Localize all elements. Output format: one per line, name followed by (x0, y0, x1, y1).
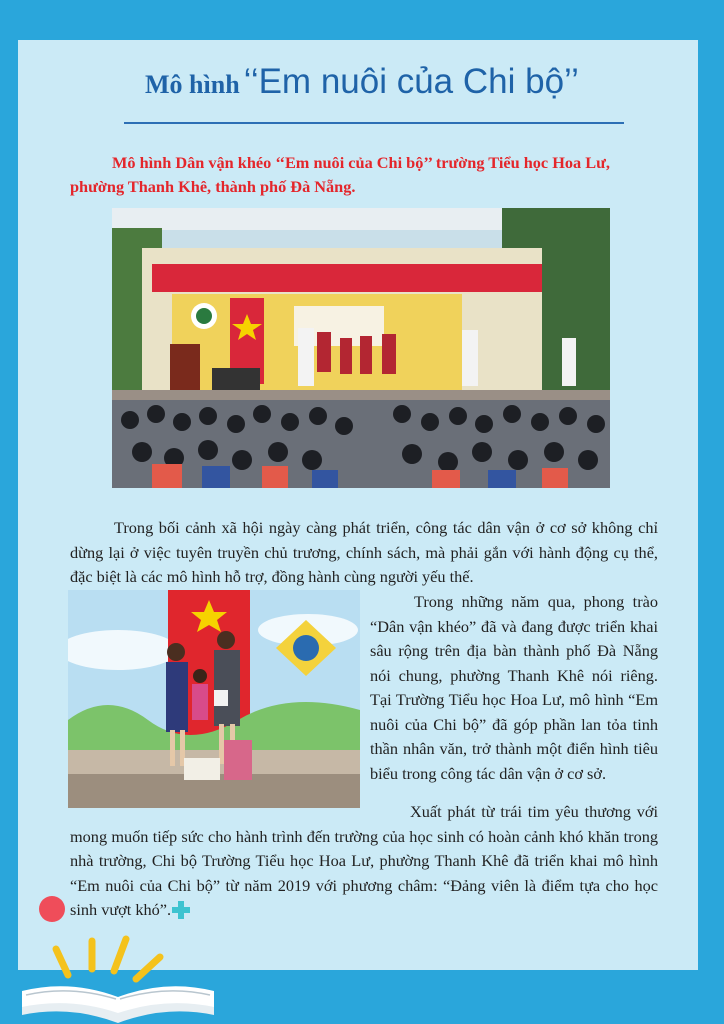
paragraph-3: Xuất phát từ trái tim yêu thương với mong muốn tiếp sức cho hành trình đến trường của học sinh có hoàn cảnh khó khăn trong nhà trường, Chi bộ Trường Tiểu học Hoa Lư, phường Thanh Khê đã triển khai mô hình “Em nuôi của Chi bộ” từ năm 2019 với phương châm: “Đảng viên là điểm tựa cho học sinh vượt khó”. (70, 802, 658, 919)
gift-photo-image (68, 590, 360, 808)
gift-photo (68, 590, 360, 808)
ceremony-photo (112, 208, 610, 488)
book-decoration (0, 895, 230, 1024)
ceremony-photo-image (112, 208, 610, 488)
paragraph-2: Trong những năm qua, phong trào “Dân vận khéo” đã và đang được triển khai sâu rộng trên địa bàn thành phố Đà Nẵng nói chung, phường Thanh Khê nói riêng. Tại Trường Tiểu học Hoa Lư, mô hình “Em nuôi của Chi bộ” đã góp phần lan tỏa tinh thần nhân văn, trở thành một điển hình tiêu biểu trong công tác dân vận ở cơ sở. (370, 592, 658, 783)
title-underline (124, 122, 624, 124)
article-subtitle: Mô hình Dân vận khéo ‘‘Em nuôi của Chi bộ’’ trường Tiểu học Hoa Lư, phường Thanh Khê, thành phố Đà Nẵng. (70, 153, 610, 196)
title-prefix: Mô hình (145, 70, 240, 99)
page-title (0, 62, 724, 102)
title-main: ‘‘Em nuôi của Chi bộ’’ (243, 62, 579, 101)
paragraph-1: Trong bối cảnh xã hội ngày càng phát triển, công tác dân vận ở cơ sở không chỉ dừng lại ở việc tuyên truyền chủ trương, chính sách, mà phải gắn với hành động cụ thể, đặc biệt là các mô hình hỗ trợ, đồng hành cùng người yếu thế. (70, 518, 658, 586)
